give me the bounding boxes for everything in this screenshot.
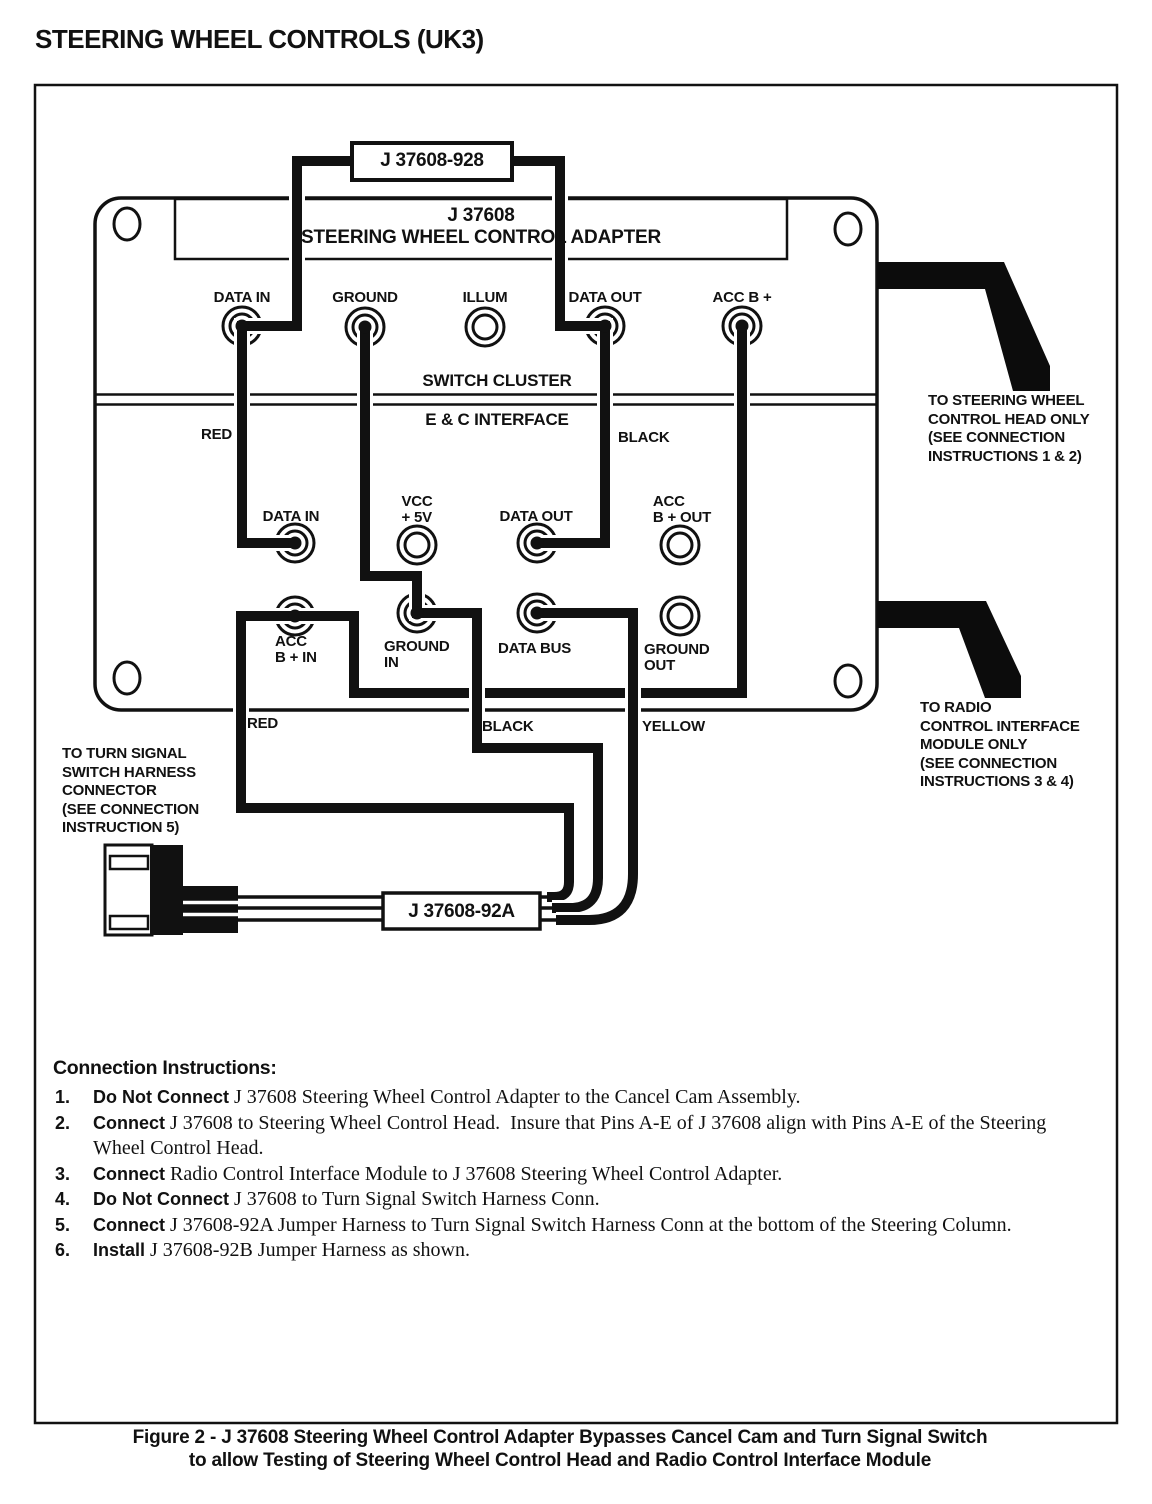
figure-caption-line2: to allow Testing of Steering Wheel Control Head and Radio Control Interface Module: [188, 1450, 932, 1471]
terminal-label: DATA BUS: [498, 640, 572, 657]
instructions-heading: Connection Instructions:: [53, 1057, 277, 1079]
terminal-center-dot: [531, 607, 544, 620]
callout-line: MODULE ONLY: [920, 736, 1028, 753]
callout-line: CONTROL INTERFACE: [920, 717, 1080, 735]
instruction-lead: Do Not Connect: [93, 1189, 229, 1209]
instruction-text: J 37608-92A Jumper Harness to Turn Signal Switch Harness Conn at the bottom of the Steering Column.: [165, 1213, 1012, 1236]
instruction-text: J 37608-92B Jumper Harness as shown.: [145, 1239, 470, 1261]
jumper-92a-label: J 37608-92A: [408, 901, 515, 922]
callout-line: CONNECTOR: [62, 782, 157, 799]
adapter-body: [95, 198, 877, 710]
terminal-center-dot: [289, 610, 302, 623]
connector-slot: [110, 916, 148, 929]
adapter-title-line2: STEERING WHEEL CONTROL ADAPTER: [301, 227, 661, 248]
callout-line: TO STEERING WHEEL: [928, 392, 1085, 409]
terminal-label: DATA IN: [213, 289, 271, 306]
terminal-center-dot: [411, 607, 424, 620]
callout-line: TO RADIO: [920, 699, 992, 716]
terminal-label: ACC B + IN: [275, 633, 317, 666]
instruction-item: [53, 1085, 1099, 1111]
instruction-text: J 37608 to Turn Signal Switch Harness Conn.: [228, 1188, 600, 1210]
terminal-label: DATA OUT: [499, 508, 573, 525]
callout-line: INSTRUCTIONS 3 & 4): [920, 773, 1074, 790]
instruction-lead: Connect: [93, 1163, 165, 1184]
wire-databus-yellow: [537, 613, 633, 920]
terminal-label: GROUND: [332, 289, 398, 306]
instruction-lead: Install: [93, 1240, 146, 1260]
wire-label-black-internal: BLACK: [618, 429, 670, 446]
callout-line: SWITCH HARNESS: [62, 763, 196, 781]
callout-radio-module: [920, 699, 1080, 792]
wire-label-red-internal: RED: [201, 426, 233, 443]
instruction-lead: Connect: [93, 1214, 165, 1235]
mounting-hole: [114, 208, 140, 240]
instruction-number: 5.: [55, 1214, 71, 1235]
wire-jumper92b-left-datain: [242, 161, 352, 543]
instruction-item: [53, 1187, 1099, 1213]
terminal-label: DATA OUT: [568, 289, 642, 306]
terminal-label: ACC B + OUT: [652, 493, 712, 526]
callout-line: TO TURN SIGNAL: [62, 745, 187, 762]
turn-signal-connector: [105, 845, 238, 935]
instruction-lead: Connect: [93, 1112, 165, 1133]
connection-instructions: [53, 1057, 1099, 1264]
mounting-hole: [835, 665, 861, 697]
instruction-text: Radio Control Interface Module to J 37608 Steering Wheel Control Adapter.: [165, 1162, 783, 1185]
instruction-item: [53, 1111, 1099, 1162]
terminal-label: GROUND OUT: [644, 641, 710, 674]
callout-line: CONTROL HEAD ONLY: [928, 410, 1090, 428]
wire-label-yellow: YELLOW: [642, 718, 705, 735]
terminal-center-dot: [359, 321, 372, 334]
instruction-number: 4.: [55, 1189, 71, 1209]
terminal-label: ILLUM: [462, 289, 508, 306]
page-title: STEERING WHEEL CONTROLS (UK3): [35, 24, 484, 54]
adapter-title-line1: J 37608: [447, 205, 515, 226]
terminal-centers: [236, 320, 749, 623]
wire-databus-yellow: [537, 613, 633, 920]
callout-line: (SEE CONNECTION: [62, 800, 200, 818]
instruction-number: 3.: [55, 1163, 71, 1184]
instruction-number: 1.: [55, 1087, 71, 1107]
arrow-to-radio-module: [877, 601, 1021, 698]
figure-caption-line1: Figure 2 - J 37608 Steering Wheel Control Adapter Bypasses Cancel Cam and Turn Signal Switch: [132, 1427, 988, 1448]
terminal-ring: [668, 533, 692, 557]
wires: [241, 161, 742, 920]
callout-line: INSTRUCTIONS 1 & 2): [928, 447, 1082, 465]
callout-turn-signal: [62, 745, 199, 838]
instruction-item: [53, 1238, 1099, 1264]
connector-slot: [110, 856, 148, 869]
instruction-number: 6.: [55, 1240, 71, 1260]
terminal-label: ACC B +: [712, 289, 772, 306]
terminal-center-dot: [531, 537, 544, 550]
arrow-to-steering-head: [877, 262, 1050, 391]
ec-interface-label: E & C INTERFACE: [425, 410, 569, 429]
jumper-92b-label: J 37608-928: [380, 150, 484, 171]
switch-cluster-label: SWITCH CLUSTER: [422, 371, 572, 390]
wire-label-red: RED: [247, 715, 279, 732]
terminal-label: VCC + 5V: [401, 493, 433, 526]
terminal-center-dot: [236, 320, 249, 333]
callout-line: (SEE CONNECTION: [920, 754, 1058, 772]
mounting-hole: [835, 213, 861, 245]
instruction-lead: Do Not Connect: [93, 1087, 229, 1107]
wire-label-black: BLACK: [482, 718, 534, 735]
instruction-text: J 37608 Steering Wheel Control Adapter to the Cancel Cam Assembly.: [228, 1086, 801, 1108]
terminal-rings: [223, 307, 761, 635]
callout-steering-head: [928, 392, 1090, 466]
terminal-ring: [405, 533, 429, 557]
terminal-label: DATA IN: [262, 508, 320, 525]
terminal-center-dot: [599, 320, 612, 333]
instruction-text: J 37608 to Steering Wheel Control Head. Insure that Pins A-E of J 37608 align with Pins A-E of the Steering Wheel Control Head.: [93, 1111, 1051, 1159]
mounting-hole: [114, 662, 140, 694]
terminal-center-dot: [736, 320, 749, 333]
instruction-item: [53, 1162, 1099, 1188]
terminal-label: GROUND IN: [384, 638, 450, 671]
terminal-ring: [668, 604, 692, 628]
wire-jumper92b-right-dataout: [512, 161, 605, 543]
callout-line: (SEE CONNECTION: [928, 429, 1066, 446]
callout-line: INSTRUCTION 5): [62, 819, 180, 836]
terminal-center-dot: [289, 537, 302, 550]
terminal-ring: [473, 315, 497, 339]
instruction-number: 2.: [55, 1112, 71, 1133]
instruction-item: [53, 1213, 1099, 1239]
